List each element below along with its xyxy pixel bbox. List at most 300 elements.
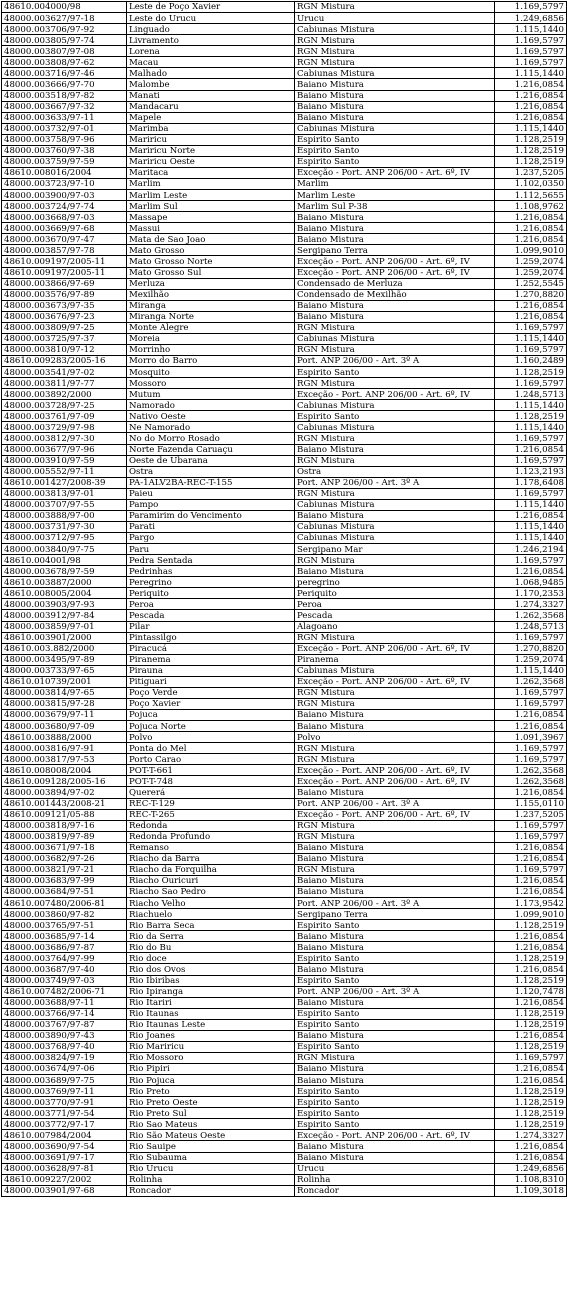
oil-type-cell: RGN Mistura (295, 632, 495, 643)
process-number-cell: 48000.003903/97-93 (2, 599, 127, 610)
field-name-cell: Linguado (127, 24, 295, 35)
table-row (2, 975, 567, 986)
price-value-cell: 1.123,2193 (495, 466, 567, 477)
oil-type-cell: RGN Mistura (295, 488, 495, 499)
oil-type-cell: Cabiunas Mistura (295, 68, 495, 79)
oil-type-cell: RGN Mistura (295, 2, 495, 13)
table-row (2, 665, 567, 676)
field-name-cell: Mossoro (127, 378, 295, 389)
price-value-cell: 1.178,6408 (495, 477, 567, 488)
field-name-cell: Rio Mariricu (127, 1041, 295, 1052)
field-name-cell: Riacho da Forquilha (127, 864, 295, 875)
oil-type-cell: Baiano Mistura (295, 853, 495, 864)
table-row (2, 875, 567, 886)
oil-type-cell: Exceção - Port. ANP 206/00 - Art. 6º, IV (295, 776, 495, 787)
price-value-cell: 1.091,3967 (495, 732, 567, 743)
table-row (2, 577, 567, 588)
oil-type-cell: RGN Mistura (295, 57, 495, 68)
field-name-cell: Massape (127, 212, 295, 223)
process-number-cell: 48000.003728/97-25 (2, 400, 127, 411)
price-value-cell: 1.216,0854 (495, 1075, 567, 1086)
process-number-cell: 48000.003813/97-01 (2, 488, 127, 499)
table-row (2, 588, 567, 599)
process-number-cell: 48000.003840/97-75 (2, 544, 127, 555)
field-name-cell: Macau (127, 57, 295, 68)
field-name-cell: Nativo Oeste (127, 411, 295, 422)
table-row (2, 953, 567, 964)
oil-type-cell: Piranema (295, 654, 495, 665)
price-value-cell: 1.128,2519 (495, 1086, 567, 1097)
field-name-cell: Miranga (127, 300, 295, 311)
price-value-cell: 1.274,3327 (495, 599, 567, 610)
process-number-cell: 48000.003769/97-11 (2, 1086, 127, 1097)
field-name-cell: Mato Grosso Norte (127, 256, 295, 267)
oil-type-cell: Espirito Santo (295, 1108, 495, 1119)
oil-type-cell: Pescada (295, 610, 495, 621)
price-value-cell: 1.115,1440 (495, 400, 567, 411)
price-value-cell: 1.115,1440 (495, 24, 567, 35)
table-row (2, 46, 567, 57)
table-row (2, 101, 567, 112)
process-number-cell: 48000.003680/97-09 (2, 721, 127, 732)
oil-type-cell: Sergipano Terra (295, 245, 495, 256)
process-number-cell: 48000.003764/97-99 (2, 953, 127, 964)
table-row (2, 632, 567, 643)
field-name-cell: Miranga Norte (127, 311, 295, 322)
oil-type-cell: Ostra (295, 466, 495, 477)
oil-type-cell: RGN Mistura (295, 322, 495, 333)
process-number-cell: 48000.003678/97-59 (2, 566, 127, 577)
oil-type-cell: Port. ANP 206/00 - Art. 3º A (295, 356, 495, 367)
table-row (2, 499, 567, 510)
process-number-cell: 48000.003819/97-89 (2, 831, 127, 842)
process-number-cell: 48000.003633/97-11 (2, 112, 127, 123)
process-number-cell: 48610.009121/05-88 (2, 809, 127, 820)
price-value-cell: 1.169,5797 (495, 555, 567, 566)
table-row (2, 942, 567, 953)
table-row (2, 311, 567, 322)
process-number-cell: 48610.007480/2006-81 (2, 898, 127, 909)
table-row (2, 1119, 567, 1130)
process-number-cell: 48000.003676/97-23 (2, 311, 127, 322)
field-name-cell: Lorena (127, 46, 295, 57)
table-row (2, 13, 567, 24)
field-name-cell: Rio Sao Mateus (127, 1119, 295, 1130)
table-row (2, 765, 567, 776)
oil-type-cell: Baiano Mistura (295, 1064, 495, 1075)
oil-type-cell: RGN Mistura (295, 864, 495, 875)
oil-type-cell: RGN Mistura (295, 555, 495, 566)
price-value-cell: 1.173,9542 (495, 898, 567, 909)
oil-type-cell: RGN Mistura (295, 831, 495, 842)
process-number-cell: 48000.003817/97-53 (2, 754, 127, 765)
field-name-cell: Massui (127, 223, 295, 234)
field-name-cell: Ostra (127, 466, 295, 477)
process-number-cell: 48000.003673/97-35 (2, 300, 127, 311)
price-value-cell: 1.170,2353 (495, 588, 567, 599)
oil-type-cell: Exceção - Port. ANP 206/00 - Art. 6º, IV (295, 167, 495, 178)
field-name-cell: No do Morro Rosado (127, 433, 295, 444)
oil-type-cell: Polvo (295, 732, 495, 743)
process-number-cell: 48000.003628/97-81 (2, 1163, 127, 1174)
oil-type-cell: Baiano Mistura (295, 887, 495, 898)
oil-type-cell: Baiano Mistura (295, 875, 495, 886)
oil-type-cell: Espirito Santo (295, 156, 495, 167)
table-row (2, 1030, 567, 1041)
process-number-cell: 48000.003707/97-55 (2, 499, 127, 510)
oil-type-cell: Sergipano Terra (295, 909, 495, 920)
table-row (2, 1097, 567, 1108)
process-number-cell: 48610.003901/2000 (2, 632, 127, 643)
process-number-cell: 48610.009283/2005-16 (2, 356, 127, 367)
process-number-cell: 48000.003732/97-01 (2, 123, 127, 134)
field-name-cell: Rio Preto Sul (127, 1108, 295, 1119)
oil-type-cell: Baiano Mistura (295, 997, 495, 1008)
oil-type-cell: Baiano Mistura (295, 566, 495, 577)
price-value-cell: 1.128,2519 (495, 1041, 567, 1052)
process-number-cell: 48000.003667/97-32 (2, 101, 127, 112)
field-name-cell: Mandacaru (127, 101, 295, 112)
price-value-cell: 1.068,9485 (495, 577, 567, 588)
price-value-cell: 1.115,1440 (495, 333, 567, 344)
table-row (2, 433, 567, 444)
process-number-cell: 48000.003761/97-09 (2, 411, 127, 422)
table-row (2, 754, 567, 765)
process-number-cell: 48610.004000/98 (2, 2, 127, 13)
price-value-cell: 1.128,2519 (495, 1019, 567, 1030)
price-value-cell: 1.169,5797 (495, 322, 567, 333)
price-value-cell: 1.216,0854 (495, 942, 567, 953)
price-value-cell: 1.216,0854 (495, 710, 567, 721)
field-name-cell: Moreia (127, 333, 295, 344)
field-name-cell: Malhado (127, 68, 295, 79)
price-value-cell: 1.216,0854 (495, 842, 567, 853)
table-row (2, 256, 567, 267)
field-name-cell: Mata de Sao Joao (127, 234, 295, 245)
process-number-cell: 48610.009197/2005-11 (2, 256, 127, 267)
field-name-cell: Rio Urucu (127, 1163, 295, 1174)
oil-type-cell: Periquito (295, 588, 495, 599)
field-name-cell: Rio Ipiranga (127, 986, 295, 997)
price-value-cell: 1.252,5545 (495, 278, 567, 289)
process-number-cell: 48000.003824/97-19 (2, 1052, 127, 1063)
field-name-cell: Riacho Sao Pedro (127, 887, 295, 898)
oil-type-cell: Exceção - Port. ANP 206/00 - Art. 6º, IV (295, 643, 495, 654)
oil-type-cell: Rolinha (295, 1174, 495, 1185)
field-name-cell: Rio da Serra (127, 931, 295, 942)
field-name-cell: REC-T-129 (127, 798, 295, 809)
process-number-cell: 48000.003683/97-99 (2, 875, 127, 886)
process-number-cell: 48610.003888/2000 (2, 732, 127, 743)
process-number-cell: 48000.003758/97-96 (2, 134, 127, 145)
process-number-cell: 48000.003805/97-74 (2, 35, 127, 46)
table-row (2, 820, 567, 831)
process-number-cell: 48610.009128/2005-16 (2, 776, 127, 787)
price-value-cell: 1.115,1440 (495, 123, 567, 134)
oil-type-cell: Espirito Santo (295, 411, 495, 422)
table-row (2, 57, 567, 68)
oil-type-cell: Baiano Mistura (295, 311, 495, 322)
process-number-cell: 48000.003671/97-18 (2, 842, 127, 853)
table-row (2, 455, 567, 466)
price-value-cell: 1.128,2519 (495, 975, 567, 986)
oil-type-cell: Marlim (295, 179, 495, 190)
table-row (2, 710, 567, 721)
process-number-cell: 48000.003818/97-16 (2, 820, 127, 831)
process-number-cell: 48000.003860/97-82 (2, 909, 127, 920)
price-value-cell: 1.128,2519 (495, 1119, 567, 1130)
table-row (2, 566, 567, 577)
field-name-cell: Riacho Ouricuri (127, 875, 295, 886)
price-value-cell: 1.216,0854 (495, 112, 567, 123)
process-number-cell: 48610.003.882/2000 (2, 643, 127, 654)
process-number-cell: 48000.003679/97-11 (2, 710, 127, 721)
price-value-cell: 1.169,5797 (495, 1052, 567, 1063)
table-row (2, 400, 567, 411)
process-number-cell: 48000.003576/97-89 (2, 289, 127, 300)
price-value-cell: 1.120,7478 (495, 986, 567, 997)
oil-type-cell: Exceção - Port. ANP 206/00 - Art. 6º, IV (295, 809, 495, 820)
oil-type-cell: RGN Mistura (295, 433, 495, 444)
table-row (2, 721, 567, 732)
process-number-cell: 48000.003814/97-65 (2, 687, 127, 698)
process-number-cell: 48000.003894/97-02 (2, 787, 127, 798)
field-name-cell: REC-T-265 (127, 809, 295, 820)
oil-type-cell: Baiano Mistura (295, 223, 495, 234)
price-value-cell: 1.169,5797 (495, 35, 567, 46)
field-name-cell: Piracucá (127, 643, 295, 654)
field-name-cell: Rio Itaunas (127, 1008, 295, 1019)
table-row (2, 510, 567, 521)
table-row (2, 378, 567, 389)
oil-type-cell: Espirito Santo (295, 1097, 495, 1108)
oil-type-cell: RGN Mistura (295, 698, 495, 709)
table-row (2, 422, 567, 433)
price-table (1, 1, 567, 1197)
table-row (2, 267, 567, 278)
oil-type-cell: Exceção - Port. ANP 206/00 - Art. 6º, IV (295, 676, 495, 687)
oil-type-cell: Exceção - Port. ANP 206/00 - Art. 6º, IV (295, 256, 495, 267)
process-number-cell: 48000.003541/97-02 (2, 367, 127, 378)
price-value-cell: 1.249,6856 (495, 1163, 567, 1174)
price-value-cell: 1.216,0854 (495, 234, 567, 245)
field-name-cell: Rio São Mateus Oeste (127, 1130, 295, 1141)
process-number-cell: 48000.005552/97-11 (2, 466, 127, 477)
field-name-cell: Poço Verde (127, 687, 295, 698)
price-value-cell: 1.169,5797 (495, 698, 567, 709)
price-value-cell: 1.128,2519 (495, 156, 567, 167)
table-row (2, 931, 567, 942)
field-name-cell: PA-1ALV2BA-REC-T-155 (127, 477, 295, 488)
field-name-cell: Rio Itariri (127, 997, 295, 1008)
process-number-cell: 48610.008008/2004 (2, 765, 127, 776)
process-number-cell: 48000.003759/97-59 (2, 156, 127, 167)
price-value-cell: 1.216,0854 (495, 887, 567, 898)
process-number-cell: 48000.003808/97-62 (2, 57, 127, 68)
price-value-cell: 1.216,0854 (495, 1030, 567, 1041)
price-value-cell: 1.270,8820 (495, 643, 567, 654)
table-row (2, 444, 567, 455)
field-name-cell: Ponta do Mel (127, 743, 295, 754)
process-number-cell: 48000.003857/97-78 (2, 245, 127, 256)
process-number-cell: 48610.009227/2002 (2, 1174, 127, 1185)
process-number-cell: 48610.008016/2004 (2, 167, 127, 178)
price-value-cell: 1.160,2489 (495, 356, 567, 367)
oil-type-cell: Alagoano (295, 621, 495, 632)
oil-type-cell: Baiano Mistura (295, 787, 495, 798)
field-name-cell: Mariricu Oeste (127, 156, 295, 167)
price-value-cell: 1.108,8310 (495, 1174, 567, 1185)
oil-type-cell: Baiano Mistura (295, 931, 495, 942)
price-value-cell: 1.216,0854 (495, 997, 567, 1008)
table-row (2, 809, 567, 820)
oil-type-cell: Marlim Sul P-38 (295, 201, 495, 212)
process-number-cell: 48000.003771/97-54 (2, 1108, 127, 1119)
price-value-cell: 1.237,5205 (495, 167, 567, 178)
table-row (2, 544, 567, 555)
table-row (2, 24, 567, 35)
process-number-cell: 48000.003682/97-26 (2, 853, 127, 864)
price-value-cell: 1.128,2519 (495, 1097, 567, 1108)
oil-type-cell: Port. ANP 206/00 - Art. 3º A (295, 477, 495, 488)
table-row (2, 179, 567, 190)
field-name-cell: Malombe (127, 79, 295, 90)
table-row (2, 842, 567, 853)
field-name-cell: Mexilhão (127, 289, 295, 300)
table-row (2, 698, 567, 709)
price-value-cell: 1.115,1440 (495, 521, 567, 532)
process-number-cell: 48000.003724/97-74 (2, 201, 127, 212)
oil-type-cell: RGN Mistura (295, 344, 495, 355)
price-value-cell: 1.216,0854 (495, 853, 567, 864)
price-value-cell: 1.155,0110 (495, 798, 567, 809)
process-number-cell: 48000.003816/97-91 (2, 743, 127, 754)
table-row (2, 776, 567, 787)
price-value-cell: 1.216,0854 (495, 721, 567, 732)
table-row (2, 112, 567, 123)
field-name-cell: Marlim Sul (127, 201, 295, 212)
field-name-cell: Leste de Poço Xavier (127, 2, 295, 13)
table-row (2, 1152, 567, 1163)
table-row (2, 610, 567, 621)
table-row (2, 1052, 567, 1063)
table-row (2, 367, 567, 378)
process-number-cell: 48000.003910/97-59 (2, 455, 127, 466)
price-value-cell: 1.115,1440 (495, 499, 567, 510)
process-number-cell: 48000.003688/97-11 (2, 997, 127, 1008)
field-name-cell: Pedra Sentada (127, 555, 295, 566)
price-value-cell: 1.169,5797 (495, 455, 567, 466)
field-name-cell: Rio Sauipe (127, 1141, 295, 1152)
process-number-cell: 48610.004001/98 (2, 555, 127, 566)
oil-type-cell: Espirito Santo (295, 1008, 495, 1019)
table-row (2, 234, 567, 245)
oil-type-cell: Baiano Mistura (295, 1075, 495, 1086)
process-number-cell: 48000.003807/97-08 (2, 46, 127, 57)
process-number-cell: 48610.003887/2000 (2, 577, 127, 588)
field-name-cell: Riacho da Barra (127, 853, 295, 864)
price-value-cell: 1.259,2074 (495, 256, 567, 267)
table-row (2, 1141, 567, 1152)
price-value-cell: 1.259,2074 (495, 654, 567, 665)
field-name-cell: POT-T-748 (127, 776, 295, 787)
table-row (2, 964, 567, 975)
field-name-cell: Morro do Barro (127, 356, 295, 367)
oil-type-cell: Baiano Mistura (295, 721, 495, 732)
field-name-cell: Rio Preto (127, 1086, 295, 1097)
oil-type-cell: Cabiunas Mistura (295, 333, 495, 344)
process-number-cell: 48000.003812/97-30 (2, 433, 127, 444)
field-name-cell: Rio Subauma (127, 1152, 295, 1163)
price-table-body (2, 2, 567, 1197)
price-value-cell: 1.216,0854 (495, 79, 567, 90)
oil-type-cell: Baiano Mistura (295, 234, 495, 245)
oil-type-cell: Exceção - Port. ANP 206/00 - Art. 6º, IV (295, 1130, 495, 1141)
field-name-cell: Mato Grosso (127, 245, 295, 256)
oil-type-cell: Exceção - Port. ANP 206/00 - Art. 6º, IV (295, 765, 495, 776)
oil-type-cell: Espirito Santo (295, 975, 495, 986)
oil-type-cell: Baiano Mistura (295, 212, 495, 223)
price-value-cell: 1.099,9010 (495, 909, 567, 920)
price-value-cell: 1.216,0854 (495, 566, 567, 577)
field-name-cell: Polvo (127, 732, 295, 743)
table-row (2, 787, 567, 798)
table-row (2, 798, 567, 809)
oil-type-cell: Baiano Mistura (295, 112, 495, 123)
price-value-cell: 1.274,3327 (495, 1130, 567, 1141)
price-value-cell: 1.169,5797 (495, 632, 567, 643)
price-value-cell: 1.262,3568 (495, 776, 567, 787)
field-name-cell: Ne Namorado (127, 422, 295, 433)
field-name-cell: Rio Mossoro (127, 1052, 295, 1063)
price-value-cell: 1.128,2519 (495, 953, 567, 964)
field-name-cell: Pojuca Norte (127, 721, 295, 732)
oil-type-cell: peregrino (295, 577, 495, 588)
table-row (2, 90, 567, 101)
table-row (2, 898, 567, 909)
table-row (2, 35, 567, 46)
oil-type-cell: Sergipano Mar (295, 544, 495, 555)
price-value-cell: 1.115,1440 (495, 665, 567, 676)
process-number-cell: 48000.003712/97-95 (2, 533, 127, 544)
price-value-cell: 1.169,5797 (495, 864, 567, 875)
field-name-cell: Rolinha (127, 1174, 295, 1185)
field-name-cell: Pitiguari (127, 676, 295, 687)
price-value-cell: 1.216,0854 (495, 300, 567, 311)
process-number-cell: 48000.003706/97-92 (2, 24, 127, 35)
price-value-cell: 1.169,5797 (495, 754, 567, 765)
price-value-cell: 1.128,2519 (495, 145, 567, 156)
field-name-cell: Maritaca (127, 167, 295, 178)
oil-type-cell: Baiano Mistura (295, 510, 495, 521)
price-value-cell: 1.169,5797 (495, 46, 567, 57)
oil-type-cell: RGN Mistura (295, 820, 495, 831)
field-name-cell: Peregrino (127, 577, 295, 588)
field-name-cell: Pampo (127, 499, 295, 510)
field-name-cell: Pargo (127, 533, 295, 544)
price-value-cell: 1.099,9010 (495, 245, 567, 256)
table-row (2, 223, 567, 234)
oil-type-cell: Baiano Mistura (295, 1152, 495, 1163)
price-value-cell: 1.169,5797 (495, 687, 567, 698)
process-number-cell: 48000.003890/97-43 (2, 1030, 127, 1041)
oil-type-cell: Espirito Santo (295, 1119, 495, 1130)
process-number-cell: 48000.003731/97-30 (2, 521, 127, 532)
oil-type-cell: Cabiunas Mistura (295, 123, 495, 134)
process-number-cell: 48610.001427/2008-39 (2, 477, 127, 488)
price-value-cell: 1.169,5797 (495, 378, 567, 389)
oil-type-cell: Condensado de Mexilhão (295, 289, 495, 300)
